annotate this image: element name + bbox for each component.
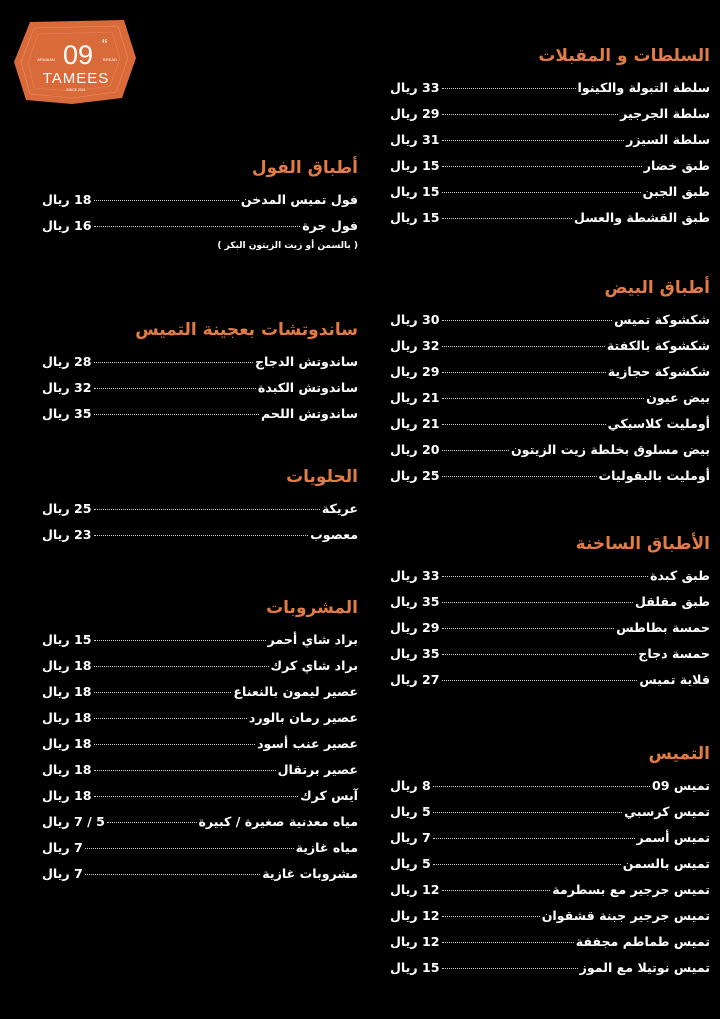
- menu-item: [390, 363, 710, 389]
- menu-item: [390, 803, 710, 829]
- menu-item: [42, 631, 358, 657]
- dot-leader: [442, 916, 540, 917]
- menu-item-name: عصير رمان بالورد: [248, 710, 358, 725]
- dot-leader: [442, 476, 597, 477]
- menu-item-price: 15 ريال: [390, 184, 440, 199]
- menu-item-name: عصير ليمون بالنعناع: [233, 684, 358, 699]
- menu-item: [390, 829, 710, 855]
- menu-item-price: 25 ريال: [42, 501, 92, 516]
- menu-item-price: 32 ريال: [390, 338, 440, 353]
- menu-item: [390, 183, 710, 209]
- dot-leader: [94, 796, 299, 797]
- menu-item-name: سلطة التبولة والكينوا: [577, 80, 710, 95]
- menu-item-price: 29 ريال: [390, 364, 440, 379]
- menu-item: [390, 777, 710, 803]
- menu-item-price: 21 ريال: [390, 390, 440, 405]
- menu-item-name: آيس كرك: [300, 788, 358, 803]
- dot-leader: [442, 372, 606, 373]
- section-fool: [42, 157, 358, 253]
- menu-item-price: 27 ريال: [390, 672, 440, 687]
- menu-item-price: 23 ريال: [42, 527, 92, 542]
- dot-leader: [442, 114, 619, 115]
- menu-item-price: 12 ريال: [390, 908, 440, 923]
- logo-badge-icon: [12, 18, 138, 106]
- dot-leader: [442, 942, 574, 943]
- dot-leader: [94, 226, 301, 227]
- menu-item: [42, 657, 358, 683]
- dot-leader: [442, 346, 605, 347]
- section-tamees: [390, 743, 710, 985]
- dot-leader: [442, 320, 613, 321]
- menu-item-list: [42, 631, 358, 891]
- menu-item-name: تميس طماطم مجففة: [575, 934, 710, 949]
- menu-item-name: بيض مسلوق بخلطة زيت الزيتون: [510, 442, 710, 457]
- section-title: ساندوتشات بعجينة التميس: [135, 320, 358, 340]
- menu-item: [390, 959, 710, 985]
- menu-item-price: 33 ريال: [390, 80, 440, 95]
- dot-leader: [85, 848, 294, 849]
- menu-item: [390, 619, 710, 645]
- menu-item: [42, 405, 358, 431]
- menu-item-price: 8 ريال: [390, 778, 431, 793]
- menu-item-price: 12 ريال: [390, 934, 440, 949]
- menu-item-price: 7 ريال: [42, 866, 83, 881]
- dot-leader: [85, 874, 260, 875]
- menu-item: [42, 379, 358, 405]
- menu-item-name: ساندوتش الدجاج: [254, 354, 358, 369]
- menu-item-price: 21 ريال: [390, 416, 440, 431]
- dot-leader: [442, 968, 578, 969]
- menu-item-price: 35 ريال: [390, 646, 440, 661]
- menu-item: [390, 209, 710, 235]
- menu-item: [390, 415, 710, 441]
- logo-quote: “: [102, 37, 108, 54]
- menu-item-price: 28 ريال: [42, 354, 92, 369]
- section-desserts: [42, 466, 358, 552]
- menu-item-name: براد شاي أحمر: [267, 632, 358, 647]
- menu-item: [390, 907, 710, 933]
- dot-leader: [94, 388, 256, 389]
- dot-leader: [442, 602, 633, 603]
- menu-item-name: طبق خضار: [643, 158, 710, 173]
- menu-item: [42, 191, 358, 217]
- dot-leader: [442, 398, 645, 399]
- menu-item-list: [42, 500, 358, 552]
- menu-item-name: مياه معدنية صغيرة / كبيرة: [198, 814, 358, 829]
- menu-item: [390, 79, 710, 105]
- dot-leader: [94, 414, 259, 415]
- dot-leader: [442, 192, 641, 193]
- dot-leader: [94, 718, 247, 719]
- menu-item-name: تميس 09: [651, 778, 710, 793]
- menu-item-price: 15 ريال: [390, 158, 440, 173]
- menu-item-price: 5 / 7 ريال: [42, 814, 105, 829]
- dot-leader: [94, 362, 253, 363]
- menu-item: [390, 389, 710, 415]
- menu-item-price: 16 ريال: [42, 218, 92, 233]
- menu-item: [390, 933, 710, 959]
- menu-item-price: 35 ريال: [390, 594, 440, 609]
- menu-item-name: تميس نوتيلا مع الموز: [579, 960, 710, 975]
- section-title: الحلويات: [286, 467, 358, 487]
- menu-item-price: 7 ريال: [390, 830, 431, 845]
- menu-item-price: 20 ريال: [390, 442, 440, 457]
- section-title: أطباق الفول: [251, 158, 358, 178]
- menu-item-price: 18 ريال: [42, 658, 92, 673]
- dot-leader: [442, 628, 615, 629]
- logo-since: SINCE 2021: [66, 88, 86, 92]
- section-drinks: [42, 597, 358, 891]
- menu-item-price: 31 ريال: [390, 132, 440, 147]
- menu-item: [390, 337, 710, 363]
- logo-name: TAMEES: [42, 70, 110, 87]
- menu-item: [390, 671, 710, 697]
- menu-item-price: 35 ريال: [42, 406, 92, 421]
- dot-leader: [442, 218, 572, 219]
- menu-item-name: حمسة بطاطس: [616, 620, 710, 635]
- menu-item: [390, 157, 710, 183]
- section-sandwiches: [42, 319, 358, 431]
- menu-item: [390, 441, 710, 467]
- dot-leader: [442, 140, 625, 141]
- menu-item: [390, 645, 710, 671]
- menu-item-price: 29 ريال: [390, 620, 440, 635]
- menu-item-name: تميس كرسبي: [624, 804, 710, 819]
- menu-item-name: عصير برتقال: [277, 762, 358, 777]
- menu-item-name: أومليت كلاسيكي: [607, 416, 710, 431]
- menu-item: [42, 353, 358, 379]
- menu-item-price: 18 ريال: [42, 684, 92, 699]
- menu-item-list: [42, 353, 358, 431]
- menu-item: [42, 500, 358, 526]
- logo-number: 09: [62, 40, 94, 70]
- menu-item-price: 15 ريال: [42, 632, 92, 647]
- menu-item: [390, 467, 710, 493]
- menu-item-list: [390, 567, 710, 697]
- menu-item-name: تميس بالسمن: [622, 856, 710, 871]
- menu-item-name: سلطة الجرجير: [620, 106, 710, 121]
- menu-item-name: حمسة دجاج: [638, 646, 710, 661]
- menu-item-price: 29 ريال: [390, 106, 440, 121]
- dot-leader: [433, 812, 622, 813]
- section-hot-dishes: [390, 533, 710, 697]
- menu-item-price: 18 ريال: [42, 736, 92, 751]
- menu-item-price: 15 ريال: [390, 210, 440, 225]
- menu-item: [390, 105, 710, 131]
- dot-leader: [94, 640, 266, 641]
- menu-item: [42, 839, 358, 865]
- menu-item-price: 18 ريال: [42, 710, 92, 725]
- menu-item-list: [42, 191, 358, 243]
- section-note: ( بالسمن أو زيت الزيتون البكر ): [217, 241, 358, 251]
- brand-logo: [12, 18, 138, 106]
- dot-leader: [442, 166, 642, 167]
- dot-leader: [433, 864, 621, 865]
- menu-item-name: طبق كبدة: [650, 568, 710, 583]
- menu-item-name: ساندوتش اللحم: [261, 406, 358, 421]
- menu-item-name: براد شاي كرك: [270, 658, 358, 673]
- menu-item-price: 18 ريال: [42, 762, 92, 777]
- menu-item-price: 32 ريال: [42, 380, 92, 395]
- menu-item-name: تميس جرجير مع بسطرمة: [552, 882, 710, 897]
- menu-item-price: 15 ريال: [390, 960, 440, 975]
- menu-item: [42, 526, 358, 552]
- section-title: المشروبات: [266, 598, 358, 618]
- menu-item-name: عريكة: [321, 501, 358, 516]
- menu-item-name: مشروبات غازية: [262, 866, 358, 881]
- menu-item-name: ساندوتش الكبدة: [257, 380, 358, 395]
- menu-item-price: 25 ريال: [390, 468, 440, 483]
- menu-item: [390, 567, 710, 593]
- menu-item: [42, 735, 358, 761]
- menu-item: [42, 787, 358, 813]
- menu-item-name: أومليت بالبقوليات: [598, 468, 710, 483]
- dot-leader: [94, 744, 256, 745]
- menu-item-name: تميس أسمر: [636, 830, 710, 845]
- menu-item-name: تميس جرجير جبنة قشقوان: [541, 908, 710, 923]
- dot-leader: [94, 535, 309, 536]
- dot-leader: [433, 838, 635, 839]
- dot-leader: [94, 509, 320, 510]
- menu-item-name: قلاية تميس: [639, 672, 710, 687]
- menu-item: [390, 311, 710, 337]
- section-title: الأطباق الساخنة: [575, 534, 710, 554]
- logo-tag-right: BREAD: [103, 57, 117, 62]
- section-title: السلطات و المقبلات: [538, 46, 710, 66]
- menu-item-name: فول جرة: [302, 218, 358, 233]
- menu-item-price: 12 ريال: [390, 882, 440, 897]
- section-title: التميس: [648, 744, 710, 764]
- menu-item: [42, 683, 358, 709]
- dot-leader: [94, 666, 269, 667]
- menu-item-price: 5 ريال: [390, 804, 431, 819]
- menu-item: [42, 709, 358, 735]
- menu-item: [390, 855, 710, 881]
- menu-item-price: 7 ريال: [42, 840, 83, 855]
- menu-item: [42, 813, 358, 839]
- menu-item: [390, 881, 710, 907]
- menu-item-name: شكشوكة تميس: [614, 312, 710, 327]
- menu-item-name: سلطة السيزر: [626, 132, 710, 147]
- menu-item-price: 30 ريال: [390, 312, 440, 327]
- menu-item-name: شكشوكة حجازية: [607, 364, 710, 379]
- menu-item-price: 33 ريال: [390, 568, 440, 583]
- menu-item: [42, 865, 358, 891]
- menu-item: [390, 131, 710, 157]
- dot-leader: [442, 654, 637, 655]
- menu-item: [42, 761, 358, 787]
- menu-item-name: معصوب: [310, 527, 358, 542]
- dot-leader: [94, 200, 239, 201]
- section-title: أطباق البيض: [604, 278, 710, 298]
- dot-leader: [107, 822, 197, 823]
- dot-leader: [94, 770, 276, 771]
- menu-item-list: [390, 79, 710, 235]
- menu-item-name: عصير عنب أسود: [257, 736, 358, 751]
- menu-item-name: طبق مقلقل: [634, 594, 710, 609]
- dot-leader: [433, 786, 650, 787]
- menu-item-list: [390, 311, 710, 493]
- menu-item-list: [390, 777, 710, 985]
- menu-item-price: 5 ريال: [390, 856, 431, 871]
- logo-tag-left: ARABIAN: [37, 57, 55, 62]
- section-eggs: [390, 277, 710, 493]
- dot-leader: [94, 692, 232, 693]
- section-salads: [390, 45, 710, 235]
- menu-item-price: 18 ريال: [42, 192, 92, 207]
- menu-item-name: فول تميس المدخن: [240, 192, 358, 207]
- dot-leader: [442, 890, 551, 891]
- menu-item: [390, 593, 710, 619]
- menu-item-name: بيض عيون: [646, 390, 710, 405]
- dot-leader: [442, 424, 606, 425]
- dot-leader: [442, 88, 576, 89]
- menu-item-name: طبق القشطة والعسل: [574, 210, 710, 225]
- menu-item-name: طبق الجبن: [642, 184, 710, 199]
- menu-item-name: شكشوكة بالكفتة: [606, 338, 710, 353]
- menu-item-price: 18 ريال: [42, 788, 92, 803]
- dot-leader: [442, 680, 638, 681]
- menu-item-name: مياه غازية: [295, 840, 358, 855]
- dot-leader: [442, 576, 649, 577]
- dot-leader: [442, 450, 509, 451]
